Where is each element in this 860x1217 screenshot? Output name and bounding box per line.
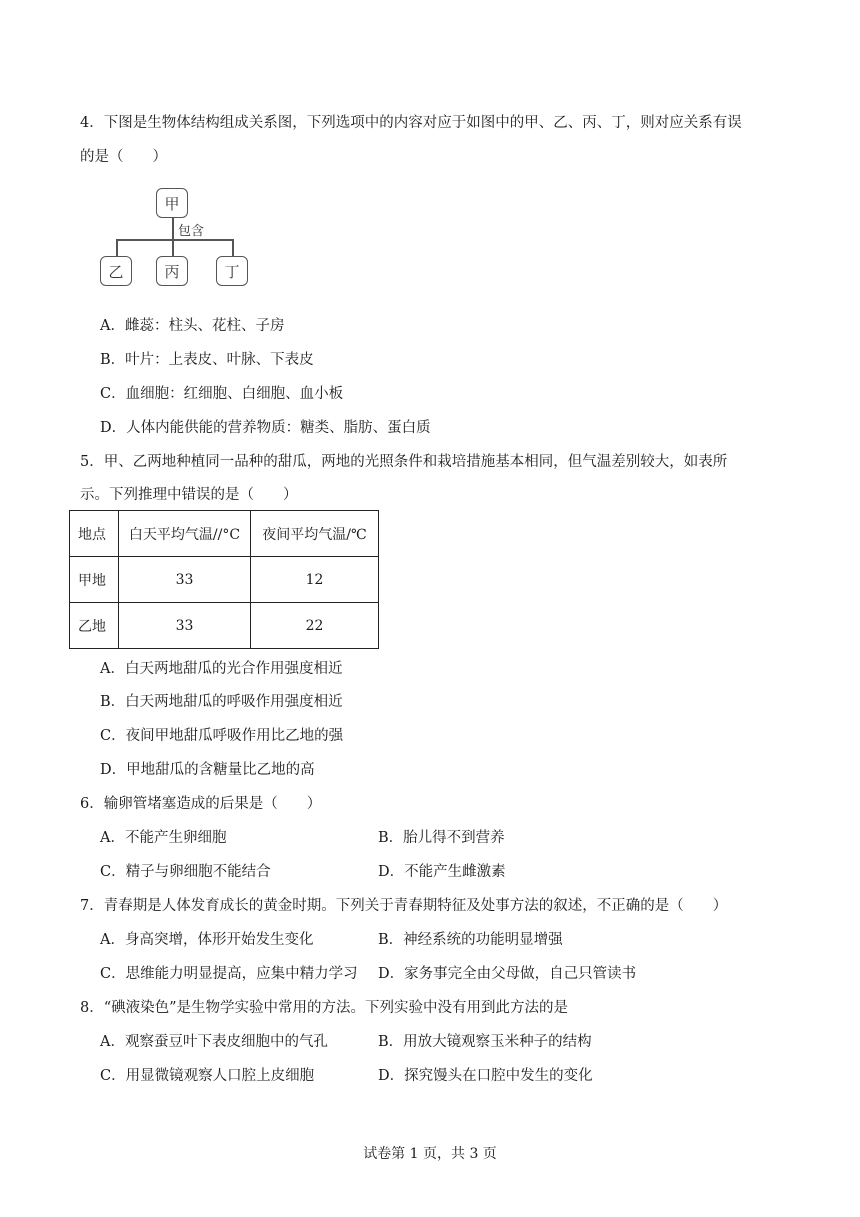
q7-option-d: D．家务事完全由父母做，自己只管读书 xyxy=(378,966,637,982)
q7-option-c: C．思维能力明显提高，应集中精力学习 xyxy=(100,966,358,982)
table-header-cell: 地点 xyxy=(70,511,119,557)
table-header-cell: 夜间平均气温/℃ xyxy=(251,511,379,557)
q7-stem: 7．青春期是人体发育成长的黄金时期。下列关于青春期特征及处事方法的叙述，不正确的是（ ） xyxy=(80,898,728,914)
q8-option-a: A．观察蚕豆叶下表皮细胞中的气孔 xyxy=(100,1034,328,1050)
diagram-node-child-3: 丁 xyxy=(216,256,248,286)
q4-stem-line1: 4．下图是生物体结构组成关系图，下列选项中的内容对应于如图中的甲、乙、丙、丁，则对应关系有误 xyxy=(80,115,742,131)
table-cell: 乙地 xyxy=(70,603,119,649)
diagram-node-top: 甲 xyxy=(156,188,188,218)
table-cell: 甲地 xyxy=(70,557,119,603)
q4-stem-line2: 的是（ ） xyxy=(80,149,167,165)
table-row xyxy=(70,557,379,603)
table-cell: 12 xyxy=(251,557,379,603)
diagram-connector xyxy=(116,239,118,256)
diagram-connector xyxy=(172,239,174,256)
table-cell: 22 xyxy=(251,603,379,649)
q6-stem: 6．输卵管堵塞造成的后果是（ ） xyxy=(80,796,322,812)
diagram-node-child-1: 乙 xyxy=(100,256,132,286)
q8-option-b: B．用放大镜观察玉米种子的结构 xyxy=(378,1034,592,1050)
table-row xyxy=(70,603,379,649)
q8-option-d: D．探究馒头在口腔中发生的变化 xyxy=(378,1068,593,1084)
page-footer: 试卷第 1 页，共 3 页 xyxy=(363,1146,497,1162)
q5-option-a: A．白天两地甜瓜的光合作用强度相近 xyxy=(100,661,343,677)
q5-option-c: C．夜间甲地甜瓜呼吸作用比乙地的强 xyxy=(100,728,344,744)
q6-option-b: B．胎儿得不到营养 xyxy=(378,830,505,846)
q5-option-b: B．白天两地甜瓜的呼吸作用强度相近 xyxy=(100,694,343,710)
q6-option-a: A．不能产生卵细胞 xyxy=(100,830,227,846)
diagram-connector xyxy=(172,218,174,240)
q8-stem: 8．“碘液染色”是生物学实验中常用的方法。下列实验中没有用到此方法的是 xyxy=(80,1000,569,1016)
temperature-table xyxy=(69,510,379,649)
table-header-cell: 白天平均气温//°C xyxy=(119,511,251,557)
diagram-relation-label: 包含 xyxy=(178,224,205,239)
q6-option-c: C．精子与卵细胞不能结合 xyxy=(100,864,271,880)
diagram-connector xyxy=(232,239,234,256)
q5-stem-line2: 示。下列推理中错误的是（ ） xyxy=(80,487,298,503)
q4-option-c: C．血细胞：红细胞、白细胞、血小板 xyxy=(100,386,344,402)
q4-option-a: A．雌蕊：柱头、花柱、子房 xyxy=(100,318,285,334)
q6-option-d: D．不能产生雌激素 xyxy=(378,864,506,880)
q5-option-d: D．甲地甜瓜的含糖量比乙地的高 xyxy=(100,762,315,778)
q4-option-b: B．叶片：上表皮、叶脉、下表皮 xyxy=(100,352,314,368)
q8-option-c: C．用显微镜观察人口腔上皮细胞 xyxy=(100,1068,315,1084)
table-cell: 33 xyxy=(119,557,251,603)
q4-option-d: D．人体内能供能的营养物质：糖类、脂肪、蛋白质 xyxy=(100,420,431,436)
structure-diagram xyxy=(96,184,256,294)
diagram-connector xyxy=(116,239,233,241)
q7-option-a: A．身高突增，体形开始发生变化 xyxy=(100,932,314,948)
table-cell: 33 xyxy=(119,603,251,649)
q5-stem-line1: 5．甲、乙两地种植同一品种的甜瓜，两地的光照条件和栽培措施基本相同，但气温差别较大，如表所 xyxy=(80,454,728,470)
table-header-row xyxy=(70,511,379,557)
q7-option-b: B．神经系统的功能明显增强 xyxy=(378,932,563,948)
diagram-node-child-2: 丙 xyxy=(156,256,188,286)
